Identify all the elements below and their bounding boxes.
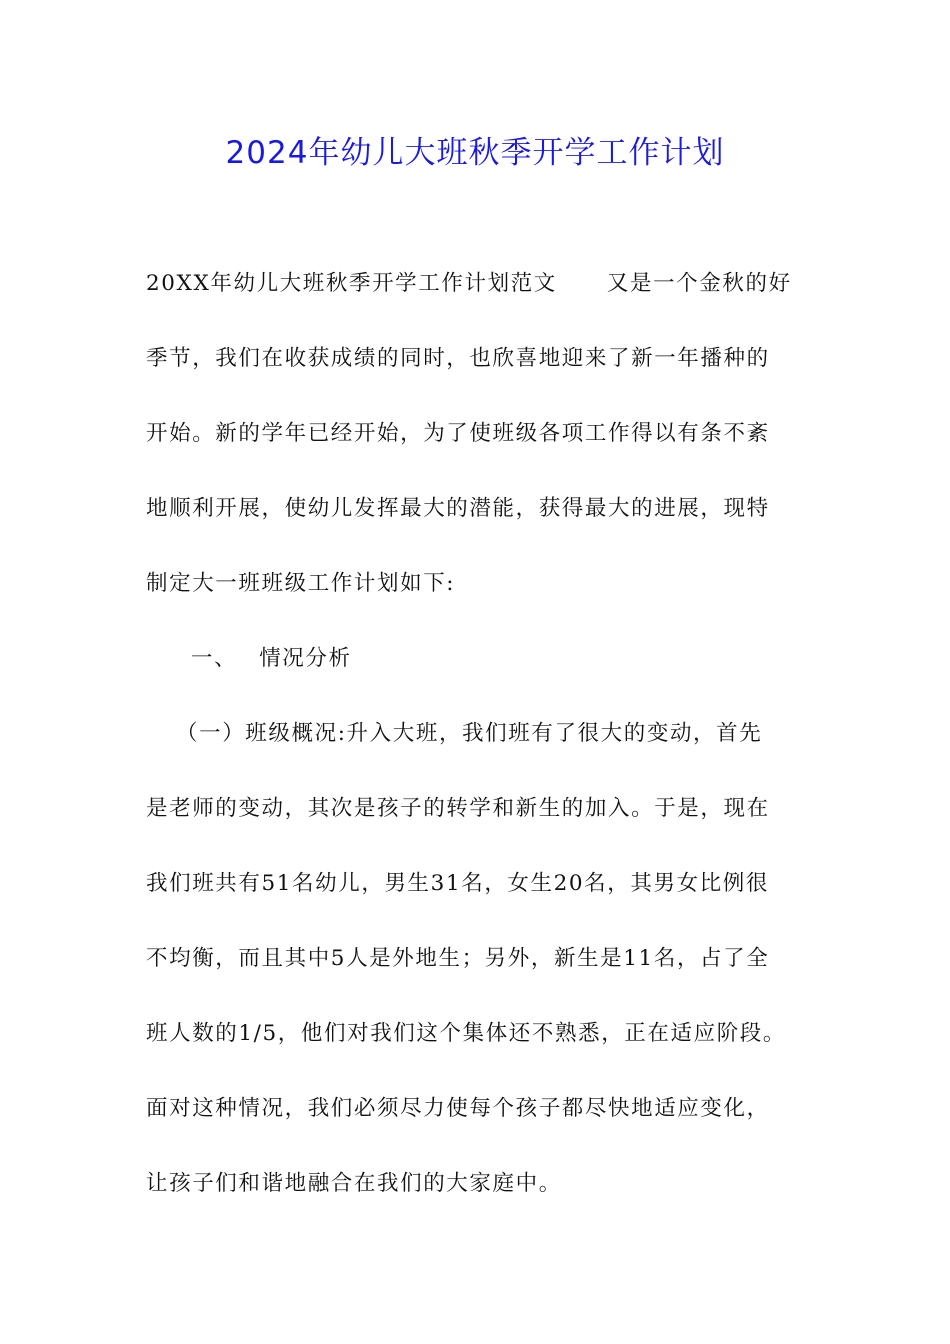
- document-body: [146, 264, 808, 1239]
- text-segment: 又是一个金秋的好: [606, 271, 792, 296]
- text-line: 地顺利开展，使幼儿发挥最大的潜能，获得最大的进展，现特: [146, 496, 770, 521]
- section-heading: [146, 639, 808, 714]
- text-line: [146, 264, 808, 339]
- text-line: 面对这种情况，我们必须尽力使每个孩子都尽快地适应变化，: [146, 1096, 770, 1121]
- section-number: 一、: [191, 646, 238, 671]
- text-line: 不均衡，而且其中5人是外地生；另外，新生是11名，占了全: [146, 946, 770, 971]
- heading-inline: 20XX年幼儿大班秋季开学工作计划范文: [146, 271, 557, 296]
- text-line: 季节，我们在收获成绩的同时，也欣喜地迎来了新一年播种的: [146, 346, 770, 371]
- document-title: 2024年幼儿大班秋季开学工作计划: [225, 135, 725, 171]
- text-line: 制定大一班班级工作计划如下:: [146, 571, 456, 596]
- text-line: （一）班级概况:升入大班，我们班有了很大的变动，首先: [176, 721, 763, 746]
- text-line: 让孩子们和谐地融合在我们的大家庭中。: [146, 1171, 562, 1196]
- section-title: 情况分析: [259, 646, 352, 671]
- text-line: 是老师的变动，其次是孩子的转学和新生的加入。于是，现在: [146, 796, 770, 821]
- text-line: 班人数的1/5，他们对我们这个集体还不熟悉，正在适应阶段。: [146, 1021, 787, 1046]
- text-line: 我们班共有51名幼儿，男生31名，女生20名，其男女比例很: [146, 871, 769, 896]
- text-line: 开始。新的学年已经开始，为了使班级各项工作得以有条不紊: [146, 421, 770, 446]
